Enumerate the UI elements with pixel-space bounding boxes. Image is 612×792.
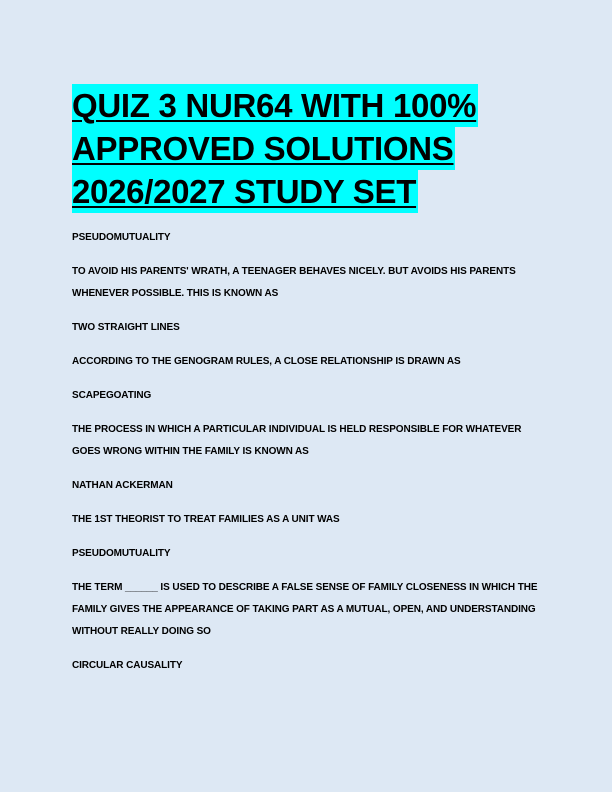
title-line-1: QUIZ 3 NUR64 WITH 100% — [72, 84, 478, 127]
question-item: THE TERM ______ IS USED TO DESCRIBE A FALSE SENSE OF FAMILY CLOSENESS IN WHICH THE FAMILY GIVES THE APPEARANCE OF TAKING PART AS A MUTUAL, OPEN, AND UNDERSTANDING WITHOUT REALLY DOING SO — [72, 582, 538, 637]
answer-item: SCAPEGOATING — [72, 390, 152, 401]
document-title — [72, 84, 542, 213]
answer-item: PSEUDOMUTUALITY — [72, 548, 171, 559]
answer-item: PSEUDOMUTUALITY — [72, 232, 171, 243]
question-item: ACCORDING TO THE GENOGRAM RULES, A CLOSE RELATIONSHIP IS DRAWN AS — [72, 356, 461, 367]
answer-item: TWO STRAIGHT LINES — [72, 322, 180, 333]
question-item: THE PROCESS IN WHICH A PARTICULAR INDIVIDUAL IS HELD RESPONSIBLE FOR WHATEVER GOES WRONG WITHIN THE FAMILY IS KNOWN AS — [72, 424, 522, 457]
document-page — [72, 84, 542, 689]
answer-item: CIRCULAR CAUSALITY — [72, 660, 183, 671]
question-item: THE 1ST THEORIST TO TREAT FAMILIES AS A UNIT WAS — [72, 514, 340, 525]
title-line-2: APPROVED SOLUTIONS — [72, 127, 455, 170]
question-item: TO AVOID HIS PARENTS' WRATH, A TEENAGER BEHAVES NICELY. BUT AVOIDS HIS PARENTS WHENEVER POSSIBLE. THIS IS KNOWN AS — [72, 266, 516, 299]
title-line-3: 2026/2027 STUDY SET — [72, 170, 418, 213]
study-set-content — [72, 227, 542, 677]
answer-item: NATHAN ACKERMAN — [72, 480, 173, 491]
